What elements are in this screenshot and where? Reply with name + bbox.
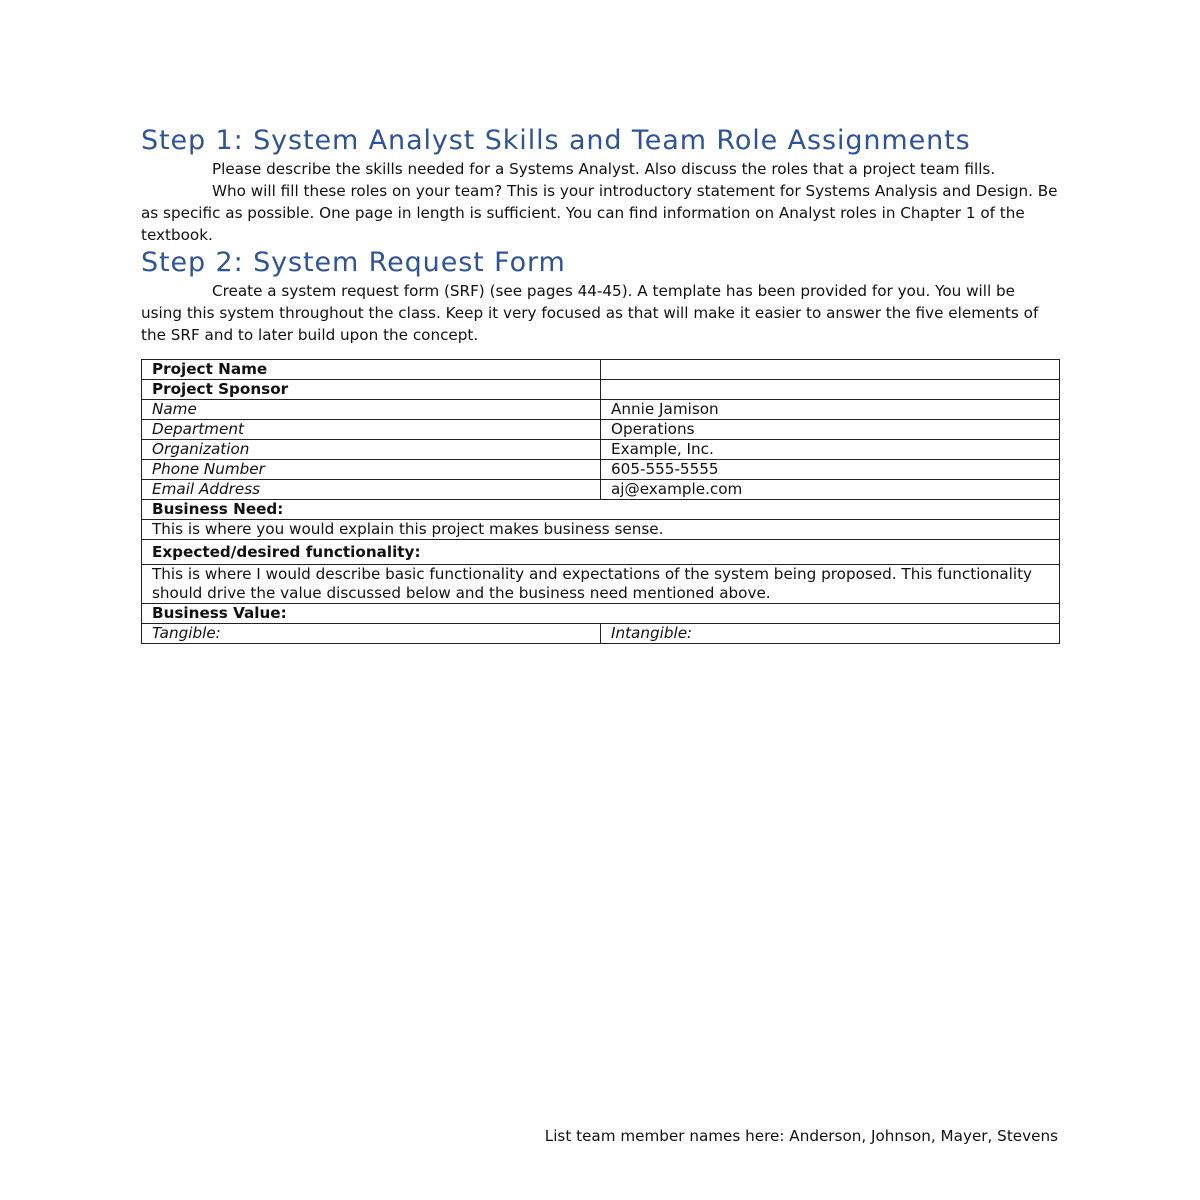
table-row — [142, 604, 1060, 624]
table-row — [142, 360, 1060, 380]
project-sponsor-label: Project Sponsor — [142, 380, 601, 400]
organization-label: Organization — [142, 440, 601, 460]
business-value-label: Business Value: — [142, 604, 1060, 624]
functionality-label: Expected/desired functionality: — [142, 540, 1060, 565]
table-row — [142, 540, 1060, 565]
department-label: Department — [142, 420, 601, 440]
sponsor-name-label: Name — [142, 400, 601, 420]
business-need-text: This is where you would explain this project makes business sense. — [142, 520, 1060, 540]
step1-heading: Step 1: System Analyst Skills and Team Role Assignments — [141, 125, 971, 156]
table-row — [142, 520, 1060, 540]
step2-paragraph-1: Create a system request form (SRF) (see pages 44-45). A template has been provided for you. You will be using this system throughout the class. Keep it very focused as that will make it easier to answer the five elements of the SRF and to later build upon the concept. — [141, 282, 1039, 344]
functionality-text: This is where I would describe basic functionality and expectations of the system being proposed. This functionality should drive the value discussed below and the business need mentioned above. — [142, 565, 1060, 604]
step1-paragraph-2: Who will fill these roles on your team? This is your introductory statement for Systems Analysis and Design. Be as specific as possible. One page in length is sufficient. You can find information on Analyst roles in Chapter 1 of the textbook. — [141, 182, 1058, 244]
table-row — [142, 624, 1060, 644]
department-value: Operations — [601, 420, 1060, 440]
business-need-label: Business Need: — [142, 500, 1060, 520]
table-row — [142, 480, 1060, 500]
step2-heading: Step 2: System Request Form — [141, 247, 566, 278]
organization-value: Example, Inc. — [601, 440, 1060, 460]
document-page — [141, 124, 1059, 644]
intangible-label: Intangible: — [601, 624, 1060, 644]
phone-number-label: Phone Number — [142, 460, 601, 480]
step1-paragraph-1: Please describe the skills needed for a Systems Analyst. Also discuss the roles that a project team fills. — [212, 160, 996, 178]
table-row — [142, 380, 1060, 400]
email-address-label: Email Address — [142, 480, 601, 500]
system-request-form-table — [141, 359, 1060, 644]
team-members-footer: List team member names here: Anderson, Johnson, Mayer, Stevens — [544, 1127, 1058, 1145]
table-row — [142, 440, 1060, 460]
table-row — [142, 565, 1060, 604]
table-row — [142, 400, 1060, 420]
project-sponsor-value — [601, 380, 1060, 400]
table-row — [142, 460, 1060, 480]
phone-number-value: 605-555-5555 — [601, 460, 1060, 480]
sponsor-name-value: Annie Jamison — [601, 400, 1060, 420]
email-address-value: aj@example.com — [601, 480, 1060, 500]
project-name-label: Project Name — [142, 360, 601, 380]
project-name-value — [601, 360, 1060, 380]
tangible-label: Tangible: — [142, 624, 601, 644]
table-row — [142, 420, 1060, 440]
table-row — [142, 500, 1060, 520]
